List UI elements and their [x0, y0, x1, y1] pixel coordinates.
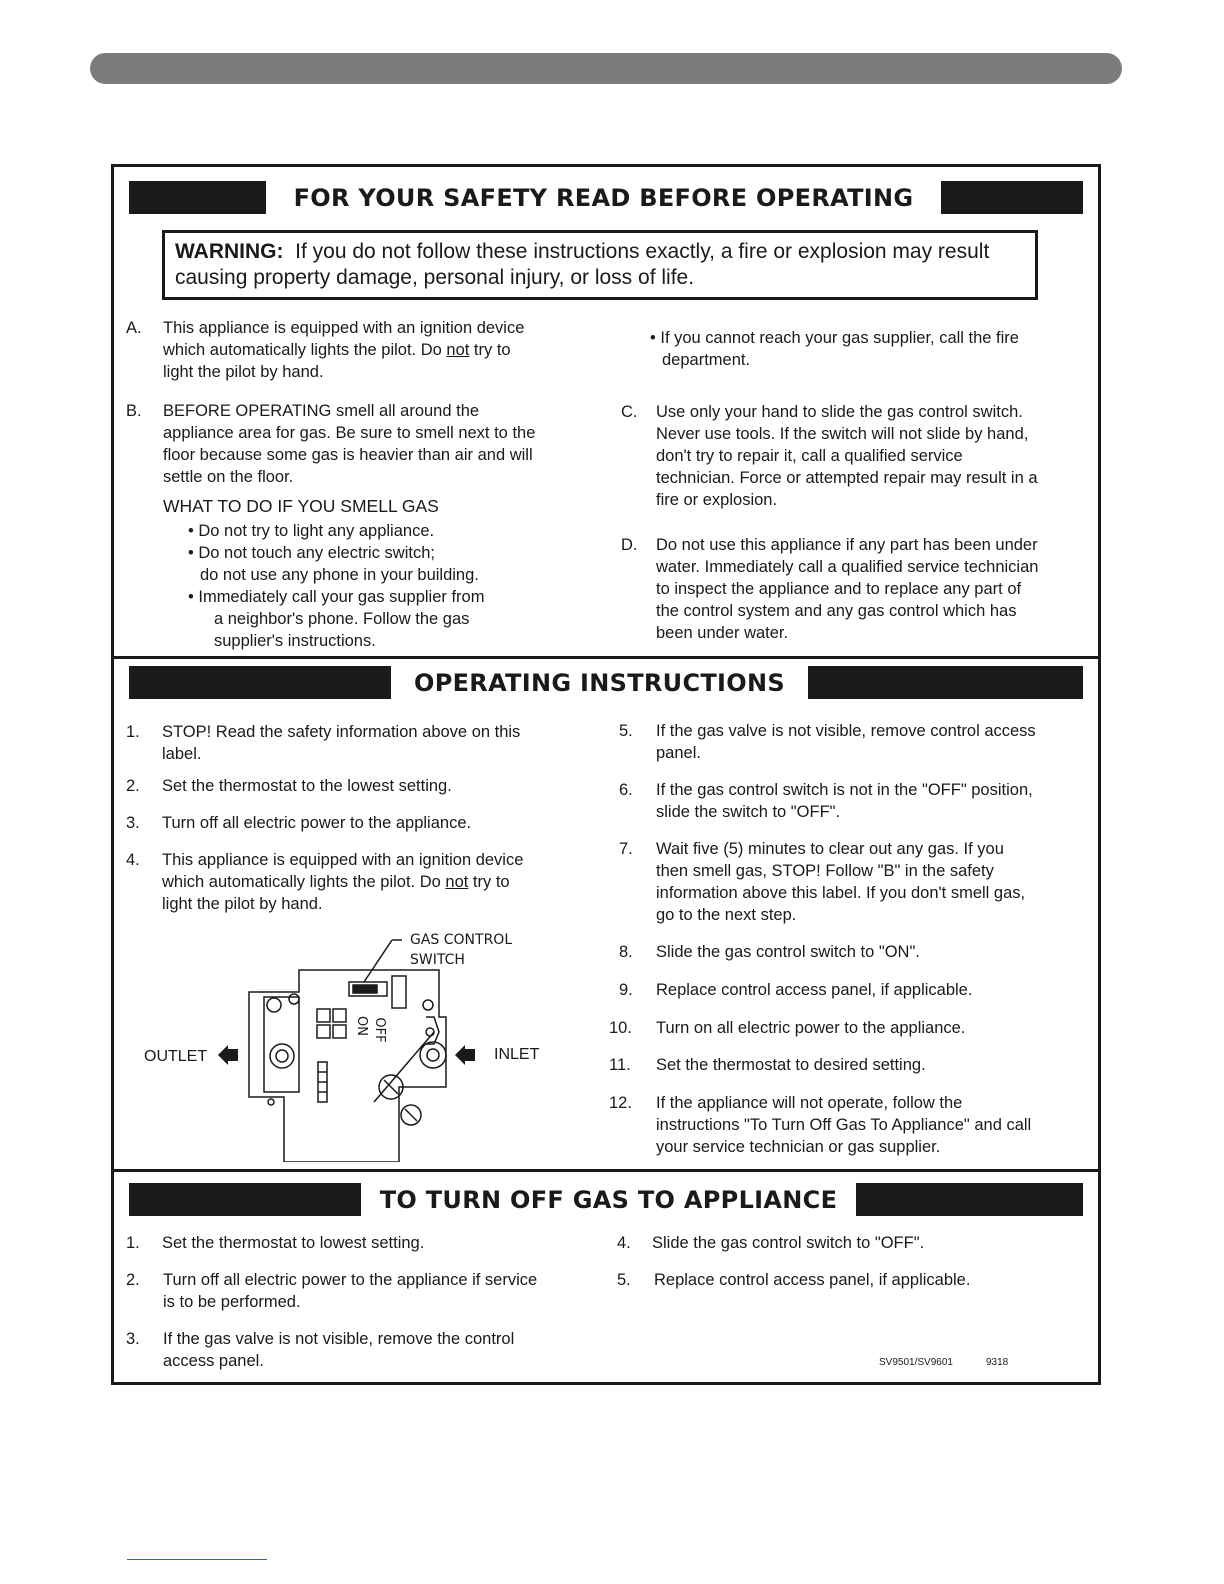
- header-bar: [90, 53, 1122, 84]
- item-line: been under water.: [656, 624, 789, 642]
- step-line: This appliance is equipped with an ignition device: [162, 851, 524, 869]
- item-line: the control system and any gas control which has: [656, 602, 1017, 620]
- inlet-arrow: [455, 1045, 465, 1065]
- step-line: then smell gas, STOP! Follow "B" in the safety: [656, 862, 994, 880]
- screw: [423, 1000, 433, 1010]
- step-line: Turn off all electric power to the appliance.: [162, 814, 472, 832]
- safety-label: [111, 164, 1101, 1385]
- step-line: Wait five (5) minutes to clear out any gas. If you: [656, 840, 1004, 858]
- gas-valve-diagram: [134, 922, 574, 1162]
- step-line: access panel.: [163, 1352, 264, 1370]
- label-code: SV9501/SV9601: [879, 1357, 953, 1368]
- item-letter: C.: [621, 403, 638, 421]
- step-number: 4.: [126, 851, 140, 869]
- outlet-port-inner: [276, 1050, 288, 1062]
- inlet-port: [420, 1042, 446, 1068]
- not-emphasis: not: [445, 873, 469, 891]
- screw: [268, 1099, 274, 1105]
- screw: [289, 994, 299, 1004]
- item-line: light the pilot by hand.: [163, 363, 324, 381]
- gas-control-label: GAS CONTROL: [410, 932, 513, 948]
- step-number: 3.: [126, 814, 140, 832]
- bullet: supplier's instructions.: [214, 632, 376, 650]
- terminal: [317, 1009, 330, 1022]
- step-line: If the gas control switch is not in the "OFF" position,: [656, 781, 1033, 799]
- item-letter: A.: [126, 319, 142, 337]
- warning-text-1: If you do not follow these instructions exactly, a fire or explosion may result: [295, 240, 990, 263]
- header-bar-right: [808, 666, 1083, 699]
- step-line: STOP! Read the safety information above on this: [162, 723, 521, 741]
- header-bar-left: [129, 666, 391, 699]
- bullet: • Do not touch any electric switch;: [188, 544, 435, 562]
- turnoff-header: [129, 1183, 1083, 1216]
- step-number: 8.: [619, 943, 633, 961]
- item-line: which automatically lights the pilot. Do: [163, 341, 447, 359]
- step-line: which automatically lights the pilot. Do: [162, 873, 446, 891]
- step-line: If the gas valve is not visible, remove the control: [163, 1330, 515, 1348]
- step-line: try to: [468, 873, 510, 891]
- step-number: 7.: [619, 840, 633, 858]
- warning-label: WARNING:: [175, 240, 284, 263]
- step-number: 1.: [126, 1234, 140, 1252]
- header-bar-right: [941, 181, 1083, 214]
- not-emphasis: not: [446, 341, 470, 359]
- item-line: Never use tools. If the switch will not slide by hand,: [656, 425, 1029, 443]
- item-line: appliance area for gas. Be sure to smell next to the: [163, 424, 536, 442]
- step-line: your service technician or gas supplier.: [656, 1138, 941, 1156]
- item-line: floor because some gas is heavier than air and will: [163, 446, 533, 464]
- step-line: If the appliance will not operate, follow the: [656, 1094, 963, 1112]
- item-line: to inspect the appliance and to replace any part of: [656, 580, 1022, 598]
- outlet-label: OUTLET: [144, 1048, 208, 1065]
- step-number: 3.: [126, 1330, 140, 1348]
- operating-title: OPERATING INSTRUCTIONS: [414, 668, 785, 697]
- bullet: a neighbor's phone. Follow the gas: [214, 610, 470, 628]
- step-line: go to the next step.: [656, 906, 797, 924]
- step-line: Replace control access panel, if applicable.: [654, 1271, 971, 1289]
- outlet-port: [270, 1044, 294, 1068]
- warning-box: [162, 230, 1038, 300]
- header-bar-right: [856, 1183, 1083, 1216]
- header-bar-left: [129, 1183, 361, 1216]
- safety-header: [129, 181, 1083, 214]
- step-number: 2.: [126, 1271, 140, 1289]
- item-line: This appliance is equipped with an ignition device: [163, 319, 525, 337]
- item-line: technician. Force or attempted repair may result in a: [656, 469, 1038, 487]
- step-line: Turn on all electric power to the appliance.: [656, 1019, 966, 1037]
- terminal: [317, 1025, 330, 1038]
- section-divider: [114, 656, 1098, 659]
- step-number: 4.: [617, 1234, 631, 1252]
- step-number: 12.: [609, 1094, 632, 1112]
- item-line: Use only your hand to slide the gas control switch.: [656, 403, 1023, 421]
- what-to-do-heading: WHAT TO DO IF YOU SMELL GAS: [163, 496, 439, 516]
- screw: [426, 1028, 434, 1036]
- step-line: If the gas valve is not visible, remove control access: [656, 722, 1036, 740]
- gas-control-label: SWITCH: [410, 952, 465, 968]
- bullet: • Immediately call your gas supplier from: [188, 588, 485, 606]
- switch-slider: [353, 985, 377, 993]
- right-bullet: department.: [662, 351, 751, 369]
- step-number: 11.: [609, 1056, 631, 1074]
- right-bullet: • If you cannot reach your gas supplier, call the fire: [650, 329, 1019, 347]
- terminal: [333, 1025, 346, 1038]
- step-number: 5.: [619, 722, 633, 740]
- step-line: slide the switch to "OFF".: [656, 803, 841, 821]
- item-line: settle on the floor.: [163, 468, 294, 486]
- item-line: fire or explosion.: [656, 491, 778, 509]
- step-number: 10.: [609, 1019, 632, 1037]
- step-line: instructions "To Turn Off Gas To Appliance" and call: [656, 1116, 1032, 1134]
- step-number: 6.: [619, 781, 633, 799]
- item-line: Do not use this appliance if any part has been under: [656, 536, 1038, 554]
- on-label: ON: [354, 1016, 369, 1036]
- footer-rule: [127, 1559, 267, 1560]
- item-line: BEFORE OPERATING smell all around the: [163, 402, 480, 420]
- step-number: 1.: [126, 723, 140, 741]
- step-line: Set the thermostat to lowest setting.: [162, 1234, 425, 1252]
- section-divider: [114, 1169, 1098, 1172]
- step-line: Slide the gas control switch to "OFF".: [652, 1234, 925, 1252]
- off-label: OFF: [372, 1017, 387, 1043]
- step-line: Set the thermostat to the lowest setting.: [162, 777, 452, 795]
- step-line: information above this label. If you don't smell gas,: [656, 884, 1026, 902]
- step-line: Slide the gas control switch to "ON".: [656, 943, 920, 961]
- item-letter: B.: [126, 402, 142, 420]
- header-bar-left: [129, 181, 266, 214]
- inlet-port-inner: [427, 1049, 439, 1061]
- terminal: [333, 1009, 346, 1022]
- bolt: [267, 998, 281, 1012]
- step-number: 2.: [126, 777, 140, 795]
- step-line: panel.: [656, 744, 701, 762]
- step-line: Replace control access panel, if applicable.: [656, 981, 973, 999]
- bullet: • Do not try to light any appliance.: [188, 522, 435, 540]
- warning-text-2: causing property damage, personal injury, or loss of life.: [175, 266, 695, 289]
- inlet-label: INLET: [494, 1046, 540, 1063]
- step-line: light the pilot by hand.: [162, 895, 323, 913]
- leader-line: [364, 940, 392, 982]
- step-number: 5.: [617, 1271, 631, 1289]
- step-line: Turn off all electric power to the appliance if service: [163, 1271, 538, 1289]
- step-line: label.: [162, 745, 202, 763]
- item-line: water. Immediately call a qualified service technician: [656, 558, 1039, 576]
- step-line: is to be performed.: [163, 1293, 301, 1311]
- safety-title: FOR YOUR SAFETY READ BEFORE OPERATING: [293, 183, 914, 212]
- item-line: don't try to repair it, call a qualified service: [656, 447, 963, 465]
- bullet: do not use any phone in your building.: [200, 566, 479, 584]
- turnoff-title: TO TURN OFF GAS TO APPLIANCE: [379, 1185, 838, 1214]
- operating-header: [129, 666, 1083, 699]
- label-code-number: 9318: [986, 1357, 1009, 1368]
- item-line: try to: [469, 341, 511, 359]
- step-line: Set the thermostat to desired setting.: [656, 1056, 926, 1074]
- switch-frame: [392, 976, 406, 1008]
- item-letter: D.: [621, 536, 638, 554]
- step-number: 9.: [619, 981, 633, 999]
- outlet-arrow: [218, 1045, 228, 1065]
